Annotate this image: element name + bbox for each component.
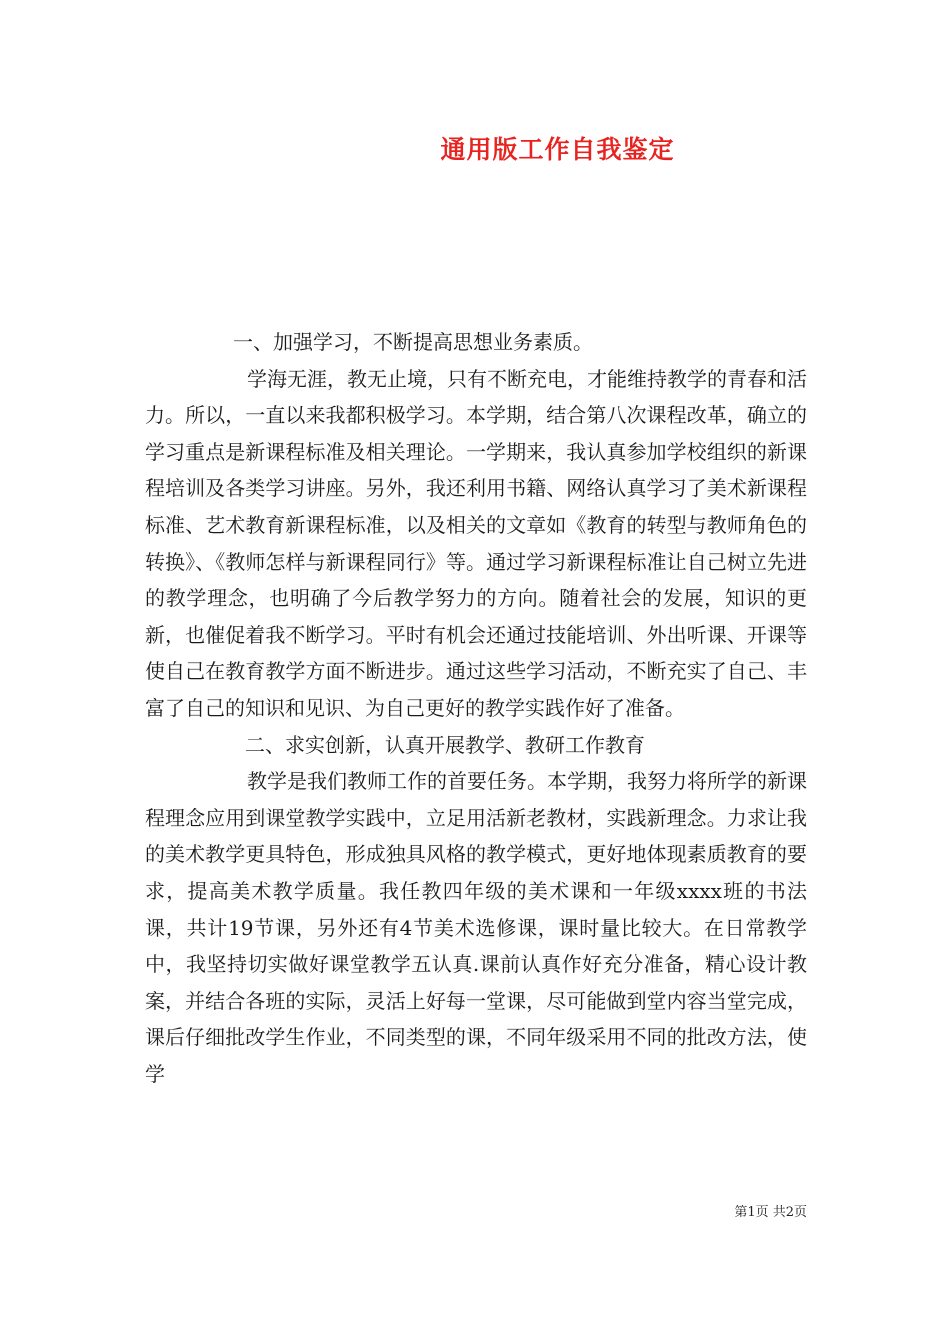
document-body	[145, 324, 807, 1092]
section-1-paragraph: 学海无涯，教无止境，只有不断充电，才能维持教学的青春和活力。所以，一直以来我都积极学习。本学期，结合第八次课程改革，确立的学习重点是新课程标准及相关理论。一学期来，我认真参加学校组织的新课程培训及各类学习讲座。另外，我还利用书籍、网络认真学习了美术新课程标准、艺术教育新课程标准，以及相关的文章如《教育的转型与教师角色的转换》、《教师怎样与新课程同行》等。通过学习新课程标准让自己树立先进的教学理念，也明确了今后教学努力的方向。随着社会的发展，知识的更新，也催促着我不断学习。平时有机会还通过技能培训、外出听课、开课等使自己在教育教学方面不断进步。通过这些学习活动，不断充实了自己、丰富了自己的知识和见识、为自己更好的教学实践作好了准备。	[145, 366, 807, 720]
document-title: 通用版工作自我鉴定	[440, 135, 675, 164]
page-number: 第1页 共2页	[734, 1205, 807, 1220]
section-2-heading: 二、求实创新，认真开展教学、教研工作教育	[245, 732, 645, 757]
section-2-paragraph: 教学是我们教师工作的首要任务。本学期，我努力将所学的新课程理念应用到课堂教学实践中，立足用活新老教材，实践新理念。力求让我的美术教学更具特色，形成独具风格的教学模式，更好地体现素质教育的要求，提高美术教学质量。我任教四年级的美术课和一年级xxxx班的书法课，共计19节课，另外还有4节美术选修课，课时量比较大。在日常教学中，我坚持切实做好课堂教学五认真.课前认真作好充分准备，精心设计教案，并结合各班的实际，灵活上好每一堂课，尽可能做到堂内容当堂完成，课后仔细批改学生作业，不同类型的课，不同年级采用不同的批改方法，使学	[145, 769, 807, 1086]
section-1-heading: 一、加强学习，不断提高思想业务素质。	[233, 330, 593, 354]
